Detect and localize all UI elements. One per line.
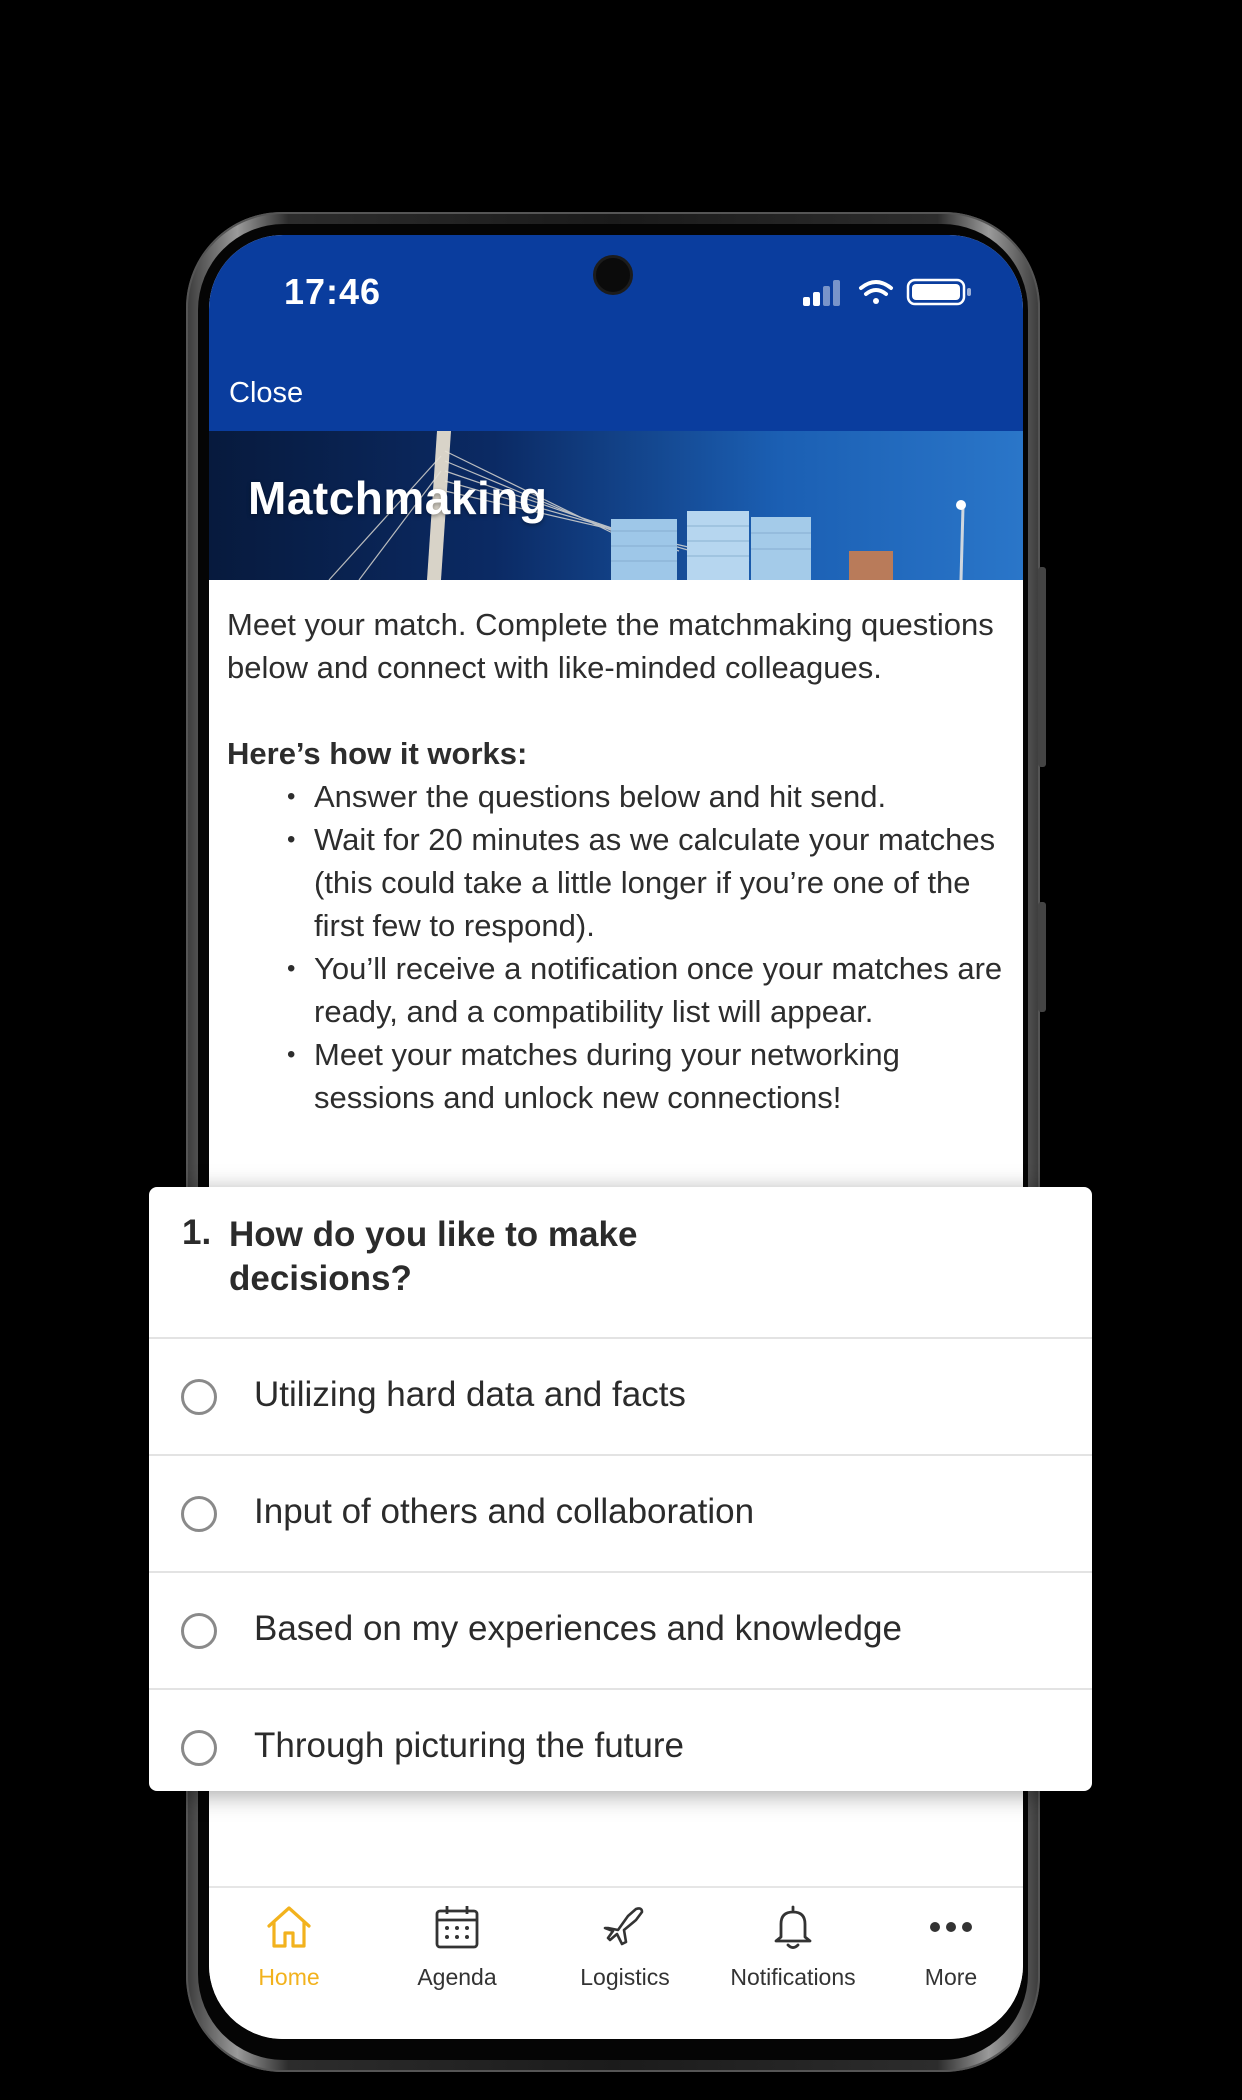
option-label: Input of others and collaboration	[254, 1492, 755, 1531]
tab-home[interactable]	[209, 1898, 369, 1991]
radio-button[interactable]	[181, 1496, 217, 1532]
hero-banner	[209, 431, 1023, 580]
list-item: • Answer the questions below and hit send.	[287, 775, 1017, 818]
list-item: • Meet your matches during your networking sessions and unlock new connections!	[287, 1033, 1017, 1119]
calendar-icon	[434, 1904, 480, 1950]
tab-more[interactable]	[871, 1898, 1023, 1991]
battery-icon	[908, 280, 971, 304]
list-item: • You’ll receive a notification once your matches are ready, and a compatibility list will appear.	[287, 947, 1017, 1033]
status-icons	[803, 277, 983, 307]
intro-text: Meet your match. Complete the matchmaking questions below and connect with like-minded colleagues.	[227, 607, 994, 685]
airplane-icon	[602, 1904, 648, 1950]
tab-label: Logistics	[580, 1964, 670, 1990]
bottom-tab-bar	[209, 1886, 1023, 2039]
answer-option[interactable]	[149, 1690, 1092, 1791]
power-button	[1038, 902, 1046, 1012]
question-number: 1.	[182, 1213, 212, 1252]
tab-logistics[interactable]	[545, 1898, 705, 1991]
how-it-works-title: Here’s how it works:	[227, 736, 528, 771]
page-title: Matchmaking	[248, 472, 548, 524]
radio-button[interactable]	[181, 1730, 217, 1766]
more-icon	[928, 1920, 974, 1934]
tab-label: Agenda	[417, 1964, 497, 1990]
question-header	[149, 1187, 1092, 1339]
header-bar	[209, 235, 1023, 431]
close-button[interactable]: Close	[229, 377, 304, 409]
how-it-works-list	[227, 775, 1017, 1119]
signal-icon	[803, 280, 840, 306]
list-item: • Wait for 20 minutes as we calculate your matches (this could take a little longer if you’re one of the first few to respond).	[287, 818, 1017, 947]
wifi-icon	[861, 282, 891, 304]
option-label: Through picturing the future	[254, 1726, 684, 1765]
intro-section	[227, 603, 1017, 1119]
bell-icon	[771, 1903, 815, 1951]
tab-label: Notifications	[730, 1964, 856, 1990]
tab-label: Home	[258, 1964, 320, 1990]
tab-notifications[interactable]	[713, 1898, 873, 1991]
answer-option[interactable]	[149, 1456, 1092, 1573]
question-card	[149, 1187, 1092, 1791]
volume-button	[1038, 567, 1046, 767]
home-icon	[265, 1904, 313, 1950]
tab-agenda[interactable]	[377, 1898, 537, 1991]
tab-label: More	[924, 1964, 978, 1990]
status-time: 17:46	[284, 271, 382, 312]
front-camera	[593, 255, 633, 295]
answer-option[interactable]	[149, 1339, 1092, 1456]
question-text: How do you like to make decisions?	[229, 1215, 638, 1298]
option-label: Utilizing hard data and facts	[254, 1375, 686, 1414]
radio-button[interactable]	[181, 1613, 217, 1649]
answer-option[interactable]	[149, 1573, 1092, 1690]
radio-button[interactable]	[181, 1379, 217, 1415]
option-label: Based on my experiences and knowledge	[254, 1609, 902, 1648]
